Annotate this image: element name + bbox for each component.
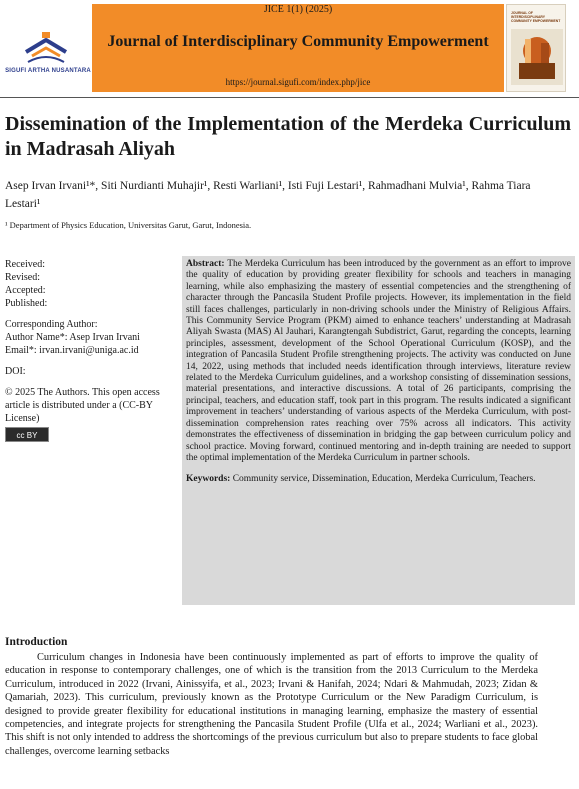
publisher-logo-icon xyxy=(22,30,70,66)
license-text: © 2025 The Authors. This open access article is distributed under a (CC-BY License) xyxy=(5,387,160,424)
received-label: Received: xyxy=(5,259,45,270)
abstract-body xyxy=(186,259,571,464)
cover-title: JOURNAL OF INTERDISCIPLINARY COMMUNITY EMPOWERMENT xyxy=(511,11,561,23)
doi-label: DOI: xyxy=(5,366,26,377)
corresponding-email[interactable]: Email*: irvan.irvani@uniga.ac.id xyxy=(5,345,139,356)
publisher-name: SIGUFI ARTHA NUSANTARA xyxy=(5,68,91,74)
article-title: Dissemination of the Implementation of the Merdeka Curriculum in Madrasah Aliyah xyxy=(5,113,571,160)
cover-illustration xyxy=(511,29,563,85)
abstract-label: Abstract: xyxy=(186,259,225,269)
corresponding-author: Author Name*: Asep Irvan Irvani xyxy=(5,332,140,343)
corresponding-label: Corresponding Author: xyxy=(5,319,98,330)
introduction-paragraph: Curriculum changes in Indonesia have been continuously implemented as part of efforts to improve the quality of education in response to contemporary challenges, one of which is the transition from the 2013 Curriculum to the Merdeka Curriculum, introduced in 2022 (Irvani, Ainissyifa, et al., 2023; Irvani & Hanifah, 2024; Ndari & Mahmudah, 2023; Zidan & Qamariah, 2023). This curriculum, previously known as the Prototype Curriculum or the New Paradigm Curriculum, is designed to provide greater flexibility for educational institutions in managing learning, emphasize the mastery of essential competencies, and integrate projects for strengthening the Pancasila Student Profile (Ulfa et al., 2024; Warliani et al., 2023). This shift is not only intended to address the shortcomings of the previous curriculum but also to prepare students to face global challenges, overcome learning setbacks xyxy=(5,652,538,757)
journal-cover xyxy=(506,4,566,92)
author-list: Asep Irvan Irvani¹*, Siti Nurdianti Muhajir¹, Resti Warliani¹, Isti Fuji Lestari¹, Rahmadhani Mulvia¹, Rahma Tiara Lestari¹ xyxy=(5,180,531,210)
affiliation: ¹ Department of Physics Education, Universitas Garut, Garut, Indonesia. xyxy=(5,220,252,230)
keywords xyxy=(186,474,571,485)
publisher-logo xyxy=(0,4,92,92)
keywords-text: Community service, Dissemination, Education, Merdeka Curriculum, Teachers. xyxy=(232,474,536,485)
published-label: Published: xyxy=(5,298,48,309)
accepted-label: Accepted: xyxy=(5,285,46,296)
abstract-box xyxy=(182,256,575,605)
cc-by-badge[interactable]: cc BY xyxy=(5,427,49,442)
revised-label: Revised: xyxy=(5,272,40,283)
header-divider xyxy=(0,97,579,98)
issue-label: JICE 1(1) (2025) xyxy=(263,4,333,15)
abstract-text: The Merdeka Curriculum has been introduced by the government as an effort to improve the quality of education by providing greater flexibility for schools and teachers in managing learning, while also emphasizing the mastery of essential competencies and the strengthening of character through the Pancasila Student Profile projects. However, its implementation in the field still faces challenges, particularly in non-driving schools under the Ministry of Religious Affairs. This Community Service Program (PKM) aimed to enhance teachers’ understanding at Madrasah Aliyah Swasta (MAS) Al Jauhari, Karangtengah Subdistrict, Garut, regarding the concepts, learning principles, assessment, development of the School Operational Curriculum (KOSP), and the integration of Pancasila Student Profile strengthening projects. The activity was conducted on June 14, 2022, using methods that included needs identification through interviews, literature review related to the Merdeka Curriculum guidelines, and a workshop consisting of dissemination sessions, material presentations, and interactive discussions. A total of 26 participants, comprising the principal, teachers, and education staff, took part in this program. The results indicated a significant improvement in teachers’ understanding of various aspects of the Merdeka Curriculum, with post-dissemination comprehension rates reaching over 75% across all indicators. This activity demonstrates the effectiveness of dissemination in bridging the gap between curriculum policy and school practice. Moving forward, continued mentoring and in-depth training are needed to support the optimal implementation of the Merdeka Curriculum in partner schools. xyxy=(186,259,571,463)
journal-title: Journal of Interdisciplinary Community Empowerment xyxy=(107,33,489,50)
journal-url[interactable]: https://journal.sigufi.com/index.php/jice xyxy=(225,77,371,87)
introduction-heading: Introduction xyxy=(5,636,68,648)
article-metadata xyxy=(5,258,177,442)
keywords-label: Keywords: xyxy=(186,474,231,485)
